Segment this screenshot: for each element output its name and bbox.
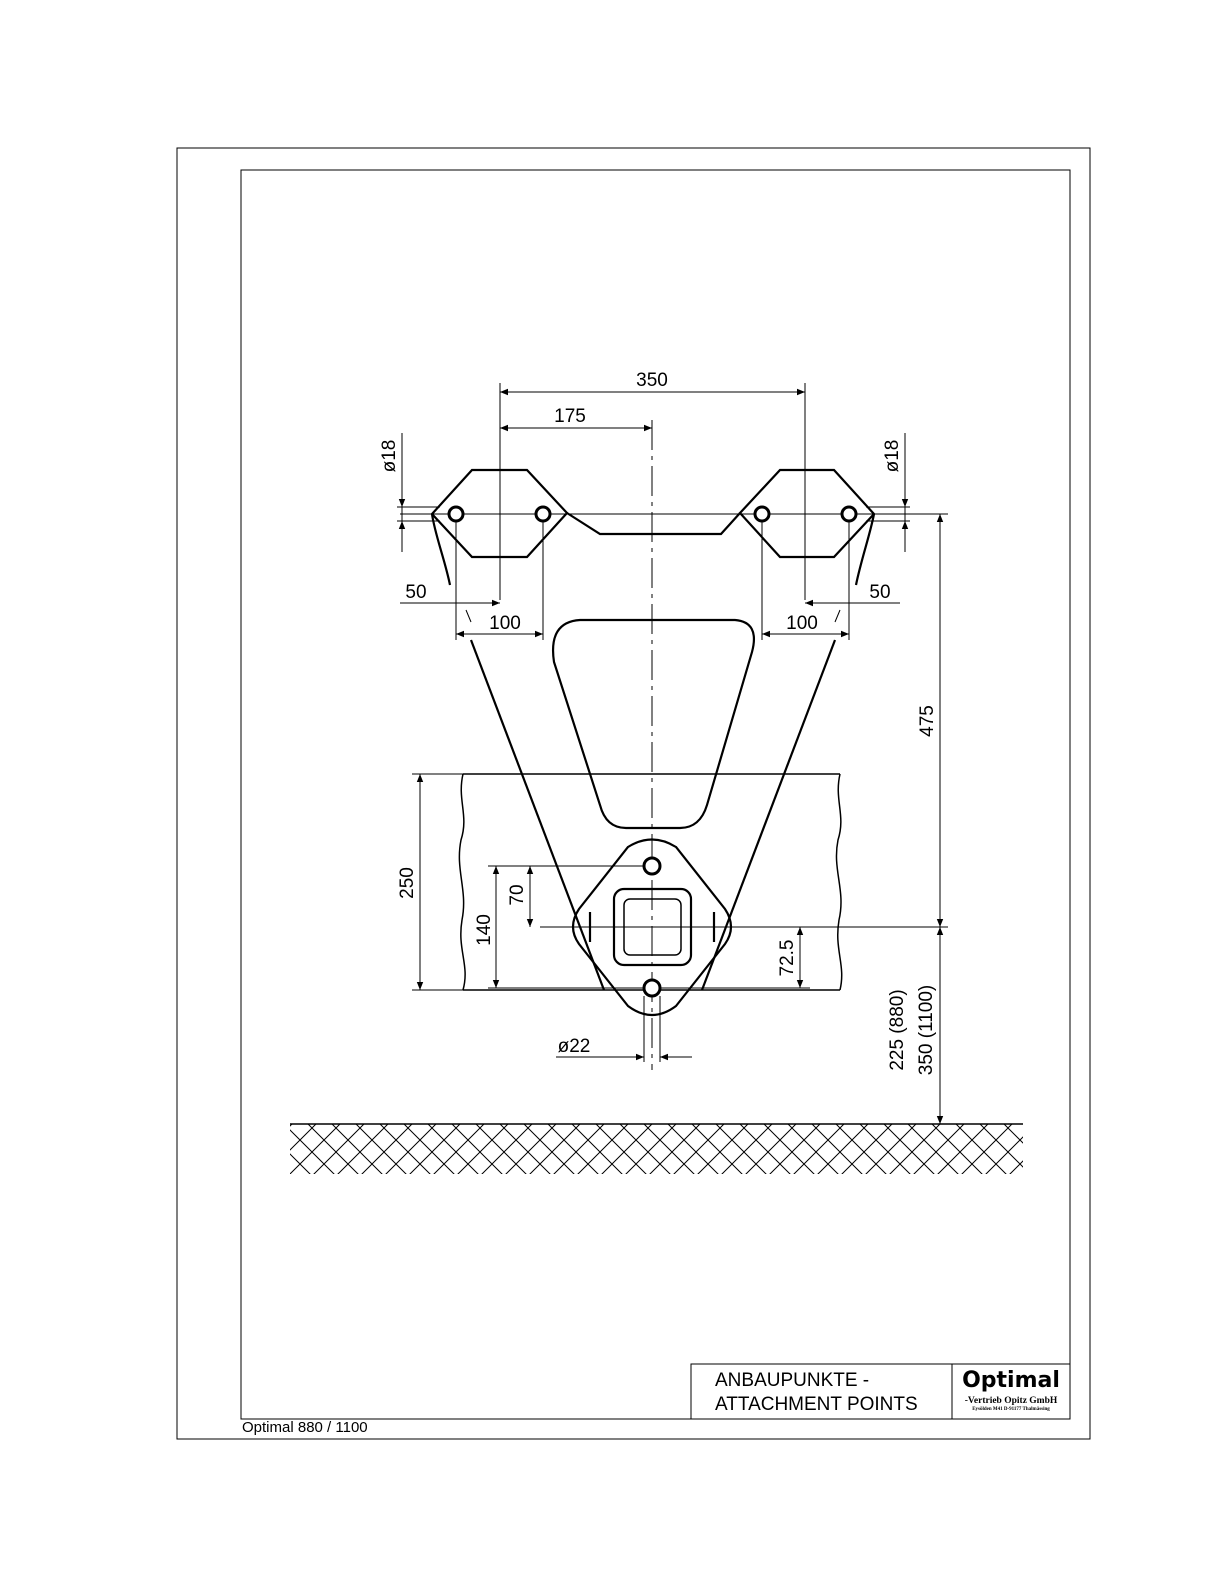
dim-lower-hole-dia — [556, 996, 692, 1062]
center-cutout — [553, 620, 754, 828]
svg-text:140: 140 — [474, 914, 495, 946]
svg-text:350 (1100): 350 (1100) — [916, 984, 937, 1076]
logo-brand: Optimal — [962, 1368, 1060, 1393]
dim-hole-dia-right — [866, 433, 910, 552]
logo-company: -Vertrieb Opitz GmbH — [964, 1396, 1058, 1406]
outer-frame — [177, 148, 1090, 1439]
svg-text:ø22: ø22 — [557, 1036, 591, 1057]
dim-ground-clearance — [887, 927, 940, 1124]
svg-text:350: 350 — [636, 370, 668, 391]
ground-hatch — [290, 1124, 1023, 1174]
hole-upper-right-inner — [755, 507, 769, 521]
svg-text:ø18: ø18 — [882, 439, 903, 473]
title-line-2: ATTACHMENT POINTS — [715, 1394, 918, 1415]
cross-bar — [567, 513, 740, 534]
company-logo — [962, 1368, 1060, 1412]
svg-text:100: 100 — [489, 613, 521, 634]
dim-offset-left — [400, 582, 500, 603]
hole-upper-left-inner — [536, 507, 550, 521]
dim-height-upper — [540, 514, 948, 927]
logo-address: Eysölden M41 D-91177 Thalmässing — [972, 1407, 1050, 1412]
svg-text:100: 100 — [786, 613, 818, 634]
hole-lower-bottom — [644, 980, 660, 996]
svg-text:175: 175 — [554, 406, 586, 427]
svg-text:70: 70 — [507, 884, 528, 906]
title-line-1: ANBAUPUNKTE - — [715, 1370, 870, 1391]
dim-hole-dia-left — [379, 433, 440, 552]
dim-lower-half — [507, 866, 530, 927]
dim-frame-height — [397, 774, 463, 990]
hole-upper-right-outer — [842, 507, 856, 521]
svg-text:225 (880): 225 (880) — [887, 989, 908, 1071]
svg-text:72.5: 72.5 — [777, 939, 798, 977]
dim-offset-right — [805, 582, 900, 603]
inner-frame — [241, 170, 1070, 1419]
svg-text:50: 50 — [869, 582, 891, 603]
svg-text:475: 475 — [917, 705, 938, 737]
svg-text:ø18: ø18 — [379, 439, 400, 473]
hole-lower-top — [644, 858, 660, 874]
dim-span-half — [500, 406, 652, 428]
svg-text:250: 250 — [397, 867, 418, 899]
hole-upper-left-outer — [449, 507, 463, 521]
dim-center-offset — [660, 927, 810, 988]
model-label: Optimal 880 / 1100 — [242, 1419, 368, 1436]
right-arm — [702, 640, 835, 990]
svg-text:50: 50 — [405, 582, 427, 603]
